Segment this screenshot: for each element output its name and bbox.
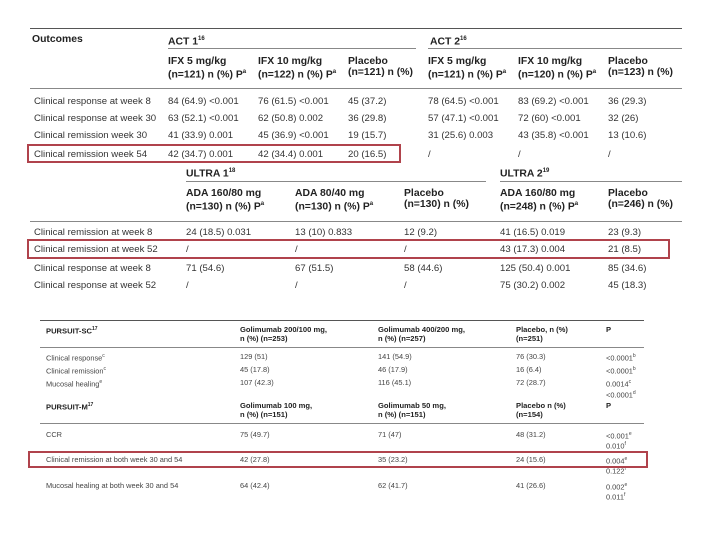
cell: 41 (26.6) — [516, 481, 546, 490]
row-label: Clinical response at week 8 — [34, 96, 151, 107]
m-col1-h: Golimumab 100 mg, n (%) (n=151) — [240, 401, 313, 419]
cell: 63 (52.1) <0.001 — [168, 113, 239, 124]
sc-col3-h: Placebo, n (%) (n=251) — [516, 325, 568, 343]
cell: 0.002e 0.011$^f$ — [606, 482, 628, 502]
cell: 71 (47) — [378, 430, 402, 439]
act1-col3-h: Placebo (n=121) n (%) — [348, 56, 413, 78]
cell: 21 (8.5) — [608, 244, 642, 255]
m-header-rule — [40, 423, 644, 424]
cell: 116 (45.1) — [378, 378, 412, 387]
cell: 36 (29.8) — [348, 113, 387, 124]
top-rule — [30, 28, 682, 29]
m-col2-h: Golimumab 50 mg, n (%) (n=151) — [378, 401, 446, 419]
cell: 62 (50.8) 0.002 — [258, 113, 324, 124]
cell: 45 (37.2) — [348, 96, 387, 107]
row-label: Clinical response at week 8 — [34, 263, 151, 274]
row-label: Clinical remission at both week 30 and 54 — [46, 455, 183, 464]
ultra2-col2-h: Placebo (n=246) n (%) — [608, 188, 673, 210]
cell: 19 (15.7) — [348, 130, 387, 141]
cell: 84 (64.9) <0.001 — [168, 96, 239, 107]
cell: 83 (69.2) <0.001 — [518, 96, 589, 107]
cell: 23 (9.3) — [608, 227, 642, 238]
ultra1-col2-h: ADA 80/40 mg (n=130) n (%) $P^a$ — [295, 188, 374, 213]
cell: 125 (50.4) 0.001 — [500, 263, 571, 274]
sc-col2-h: Golimumab 400/200 mg, n (%) (n=257) — [378, 325, 465, 343]
cell: 141 (54.9) — [378, 352, 412, 361]
ultra1-header: ULTRA $1^{18}$ — [186, 168, 236, 180]
cell: <0.001$^e$ 0.010$^f$ — [606, 431, 632, 451]
cell: 36 (29.3) — [608, 96, 647, 107]
cell: 85 (34.6) — [608, 263, 647, 274]
cell: 76 (30.3) — [516, 352, 546, 361]
cell: 48 (31.2) — [516, 430, 546, 439]
pursuit-m-title: PURSUIT-$M^{17}$ — [46, 402, 94, 412]
cell: 58 (44.6) — [404, 263, 443, 274]
ultra1-col3-h: Placebo (n=130) n (%) — [404, 188, 469, 210]
cell: / — [186, 280, 189, 291]
cell: 16 (6.4) — [516, 365, 542, 374]
cell: 24 (15.6) — [516, 455, 546, 464]
cell: 62 (41.7) — [378, 481, 408, 490]
ultra2-header: ULTRA $2^{19}$ — [500, 168, 550, 180]
row-label: Clinical response$^c$ — [46, 353, 105, 363]
cell: / — [428, 149, 431, 160]
cell: 72 (28.7) — [516, 378, 546, 387]
cell: 20 (16.5) — [348, 149, 387, 160]
cell: 24 (18.5) 0.031 — [186, 227, 252, 238]
act1-col2-h: IFX 10 mg/kg (n=122) n (%) $P^a$ — [258, 56, 337, 81]
pursuit-top-rule — [40, 320, 644, 321]
row-label: CCR — [46, 430, 63, 439]
act1-header: ACT $1^{16}$ — [168, 36, 205, 48]
row-label: Mucosal healing at both week 30 and 54 — [46, 481, 179, 490]
cell: 41 (16.5) 0.019 — [500, 227, 566, 238]
cell: / — [295, 280, 298, 291]
ultra1-rule — [186, 181, 486, 182]
highlight-box-ultra — [27, 239, 670, 259]
row-label: Clinical remission$^c$ — [46, 366, 106, 376]
cell: 0.004e 0.122$^f$ — [606, 456, 628, 476]
act1-col1-h: IFX 5 mg/kg (n=121) n (%) $P^a$ — [168, 56, 247, 81]
cell: 0.0014$^c$ — [606, 379, 632, 389]
cell: 78 (64.5) <0.001 — [428, 96, 499, 107]
cell: 129 (51) — [240, 352, 268, 361]
row-label: Mucosal healing$^e$ — [46, 379, 103, 389]
cell: 32 (26) — [608, 113, 639, 124]
row-label: Clinical response at week 30 — [34, 113, 157, 124]
row-label: Clinical remission at week 8 — [34, 227, 153, 238]
cell: <0.0001$^b$ — [606, 353, 636, 363]
act2-col1-h: IFX 5 mg/kg (n=121) n (%) $P^a$ — [428, 56, 507, 81]
highlight-box-act — [27, 144, 401, 163]
sc-extra-p: <0.0001$^d$ — [606, 390, 636, 400]
sc-col4-h: P — [606, 325, 612, 334]
ultra2-rule — [500, 181, 682, 182]
m-col3-h: Placebo n (%) (n=154) — [516, 401, 566, 419]
sc-header-rule — [40, 347, 644, 348]
cell: 45 (18.3) — [608, 280, 647, 291]
header-rule — [30, 88, 682, 89]
cell: 13 (10) 0.833 — [295, 227, 353, 238]
act2-header: ACT $2^{16}$ — [430, 36, 467, 48]
ultra-header-rule — [30, 221, 682, 222]
cell: / — [518, 149, 521, 160]
cell: / — [404, 244, 407, 255]
cell: 43 (35.8) <0.001 — [518, 130, 589, 141]
ultra1-col1-h: ADA 160/80 mg (n=130) n (%) $P^a$ — [186, 188, 265, 213]
cell: 71 (54.6) — [186, 263, 225, 274]
sc-col1-h: Golimumab 200/100 mg, n (%) (n=253) — [240, 325, 327, 343]
cell: 31 (25.6) 0.003 — [428, 130, 494, 141]
pursuit-sc-title: PURSUIT-SC$^{17}$ — [46, 326, 98, 336]
highlight-box-pursuit — [28, 451, 648, 468]
cell: 76 (61.5) <0.001 — [258, 96, 329, 107]
row-label: Clinical response at week 52 — [34, 280, 157, 291]
act2-col3-h: Placebo (n=123) n (%) — [608, 56, 673, 78]
act1-rule — [168, 48, 416, 49]
row-label: Clinical remission week 30 — [34, 130, 148, 141]
cell: 46 (17.9) — [378, 365, 408, 374]
cell: 57 (47.1) <0.001 — [428, 113, 499, 124]
m-col4-h: P — [606, 401, 612, 410]
cell: 41 (33.9) 0.001 — [168, 130, 234, 141]
cell: 45 (36.9) <0.001 — [258, 130, 329, 141]
cell: / — [404, 280, 407, 291]
row-label: Clinical remission at week 52 — [34, 244, 158, 255]
act2-col2-h: IFX 10 mg/kg (n=120) n (%) $P^a$ — [518, 56, 597, 81]
cell: 42 (27.8) — [240, 455, 270, 464]
cell: 75 (30.2) 0.002 — [500, 280, 566, 291]
cell: 42 (34.4) 0.001 — [258, 149, 324, 160]
cell: 45 (17.8) — [240, 365, 270, 374]
cell: 42 (34.7) 0.001 — [168, 149, 234, 160]
row-label: Clinical remission week 54 — [34, 149, 148, 160]
cell: / — [186, 244, 189, 255]
cell: 107 (42.3) — [240, 378, 274, 387]
cell: 72 (60) <0.001 — [518, 113, 581, 124]
cell: <0.0001$^b$ — [606, 366, 636, 376]
cell: 75 (49.7) — [240, 430, 270, 439]
ultra2-col1-h: ADA 160/80 mg (n=248) n (%) $P^a$ — [500, 188, 579, 213]
cell: 64 (42.4) — [240, 481, 270, 490]
cell: / — [295, 244, 298, 255]
cell: 13 (10.6) — [608, 130, 647, 141]
cell: 67 (51.5) — [295, 263, 334, 274]
cell: 35 (23.2) — [378, 455, 408, 464]
cell: 12 (9.2) — [404, 227, 438, 238]
outcomes-header: Outcomes — [32, 34, 83, 45]
cell: 43 (17.3) 0.004 — [500, 244, 566, 255]
cell: / — [608, 149, 611, 160]
act2-rule — [428, 48, 682, 49]
